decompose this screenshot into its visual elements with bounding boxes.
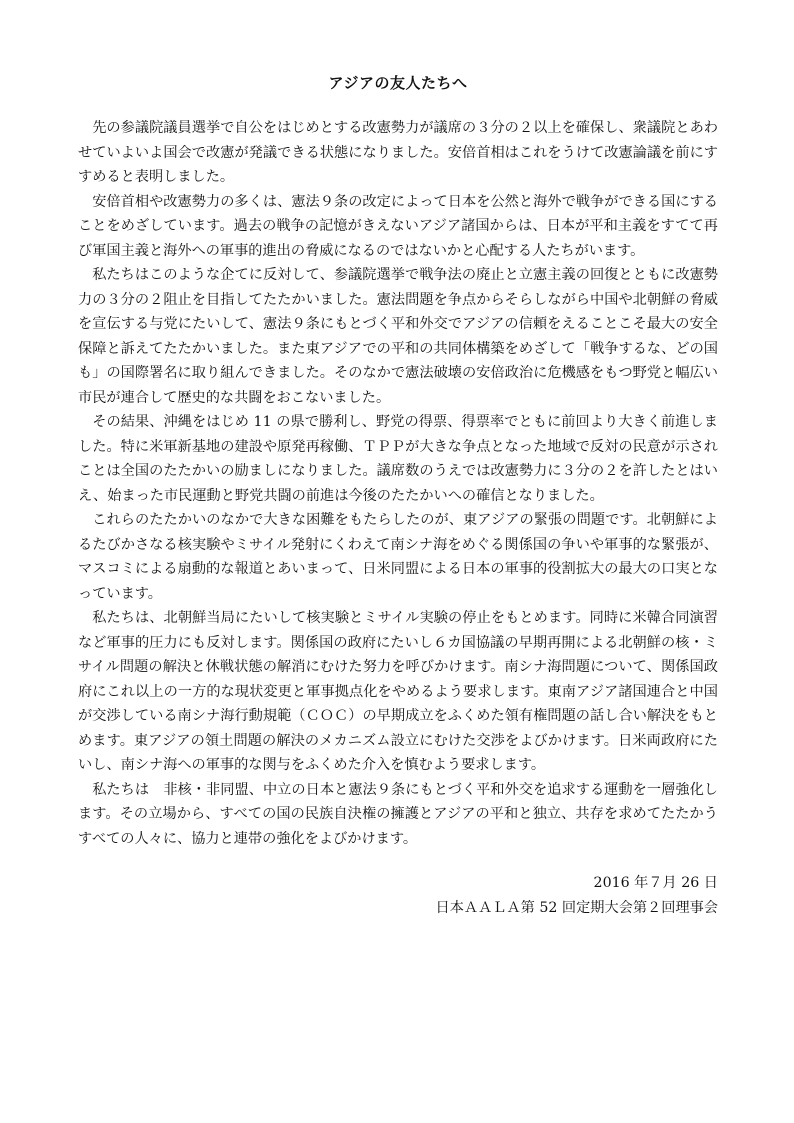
document-title: アジアの友人たちへ	[328, 74, 468, 92]
paragraph-1: 先の参議院議員選挙で自公をはじめとする改憲勢力が議席の３分の２以上を確保し、衆議院とあわせていよいよ国会で改憲が発議できる状態になりました。安倍首相はこれをうけて改憲論議を前にすすめると表明しました。	[78, 120, 718, 185]
paragraph-7: 私たちは 非核・非同盟、中立の日本と憲法９条にもとづく平和外交を追求する運動を一層強化します。その立場から、すべての国の民族自決権の擁護とアジアの平和と独立、共存を求めてたたかうすべての人々に、協力と連帯の強化をよびかけます。	[78, 781, 718, 847]
paragraph-6: 私たちは、北朝鮮当局にたいして核実験とミサイル実験の停止をもとめます。同時に米韓合同演習など軍事的圧力にも反対します。関係国の政府にたいし６カ国協議の早期再開による北朝鮮の核・ミサイル問題の解決と休戦状態の解消にむけた努力を呼びかけます。南シナ海問題について、関係国政府にこれ以上の一方的な現状変更と軍事拠点化をやめるよう要求します。東南アジア諸国連合と中国が交渉している南シナ海行動規範（ＣＯＣ）の早期成立をふくめた領有権問題の話し合い解決をもとめます。東アジアの領土問題の解決のメカニズム設立にむけた交渉をよびかけます。日米両政府にたいし、南シナ海への軍事的な関与をふくめた介入を慎むよう要求します。	[78, 610, 718, 773]
document-body	[78, 116, 718, 851]
paragraph-4: その結果、沖縄をはじめ 11 の県で勝利し、野党の得票、得票率でともに前回より大きく前進しました。特に米軍新基地の建設や原発再稼働、ＴＰＰが大きな争点となった地域で反対の民意が示されことは全国のたたかいの励ましになりました。議席数のうえでは改憲勢力に３分の２を許したとはいえ、始まった市民運動と野党共闘の前進は今後のたたかいへの確信となりました。	[78, 414, 718, 504]
paragraph-2: 安倍首相や改憲勢力の多くは、憲法９条の改定によって日本を公然と海外で戦争ができる国にすることをめざしています。過去の戦争の記憶がきえないアジア諸国からは、日本が平和主義をすてて再び軍国主義と海外への軍事的進出の脅威になるのではないかと心配する人たちがいます。	[78, 193, 718, 259]
document-page	[78, 70, 718, 921]
signature-block	[78, 871, 718, 921]
paragraph-5: これらのたたかいのなかで大きな困難をもたらしたのが、東アジアの緊張の問題です。北朝鮮によるたびかさなる核実験やミサイル発射にくわえて南シナ海をめぐる関係国の争いや軍事的な緊張が、マスコミによる扇動的な報道とあいまって、日米同盟による日本の軍事的役割拡大の最大の口実となっています。	[78, 512, 718, 602]
document-signatory: 日本ＡＡＬＡ第 52 回定期大会第２回理事会	[435, 900, 718, 916]
paragraph-3: 私たちはこのような企てに反対して、参議院選挙で戦争法の廃止と立憲主義の回復とともに改憲勢力の３分の２阻止を目指してたたかいました。憲法問題を争点からそらしながら中国や北朝鮮の脅威を宣伝する与党にたいして、憲法９条にもとづく平和外交でアジアの信頼をえることこそ最大の安全保障と訴えてたたかいました。また東アジアでの平和の共同体構築をめざして「戦争するな、どの国も」の国際署名に取り組んできました。そのなかで憲法破壊の安倍政治に危機感をもつ野党と幅広い市民が連合して歴史的な共闘をおこないました。	[78, 267, 718, 406]
document-date: 2016 年７月 26 日	[593, 875, 718, 891]
